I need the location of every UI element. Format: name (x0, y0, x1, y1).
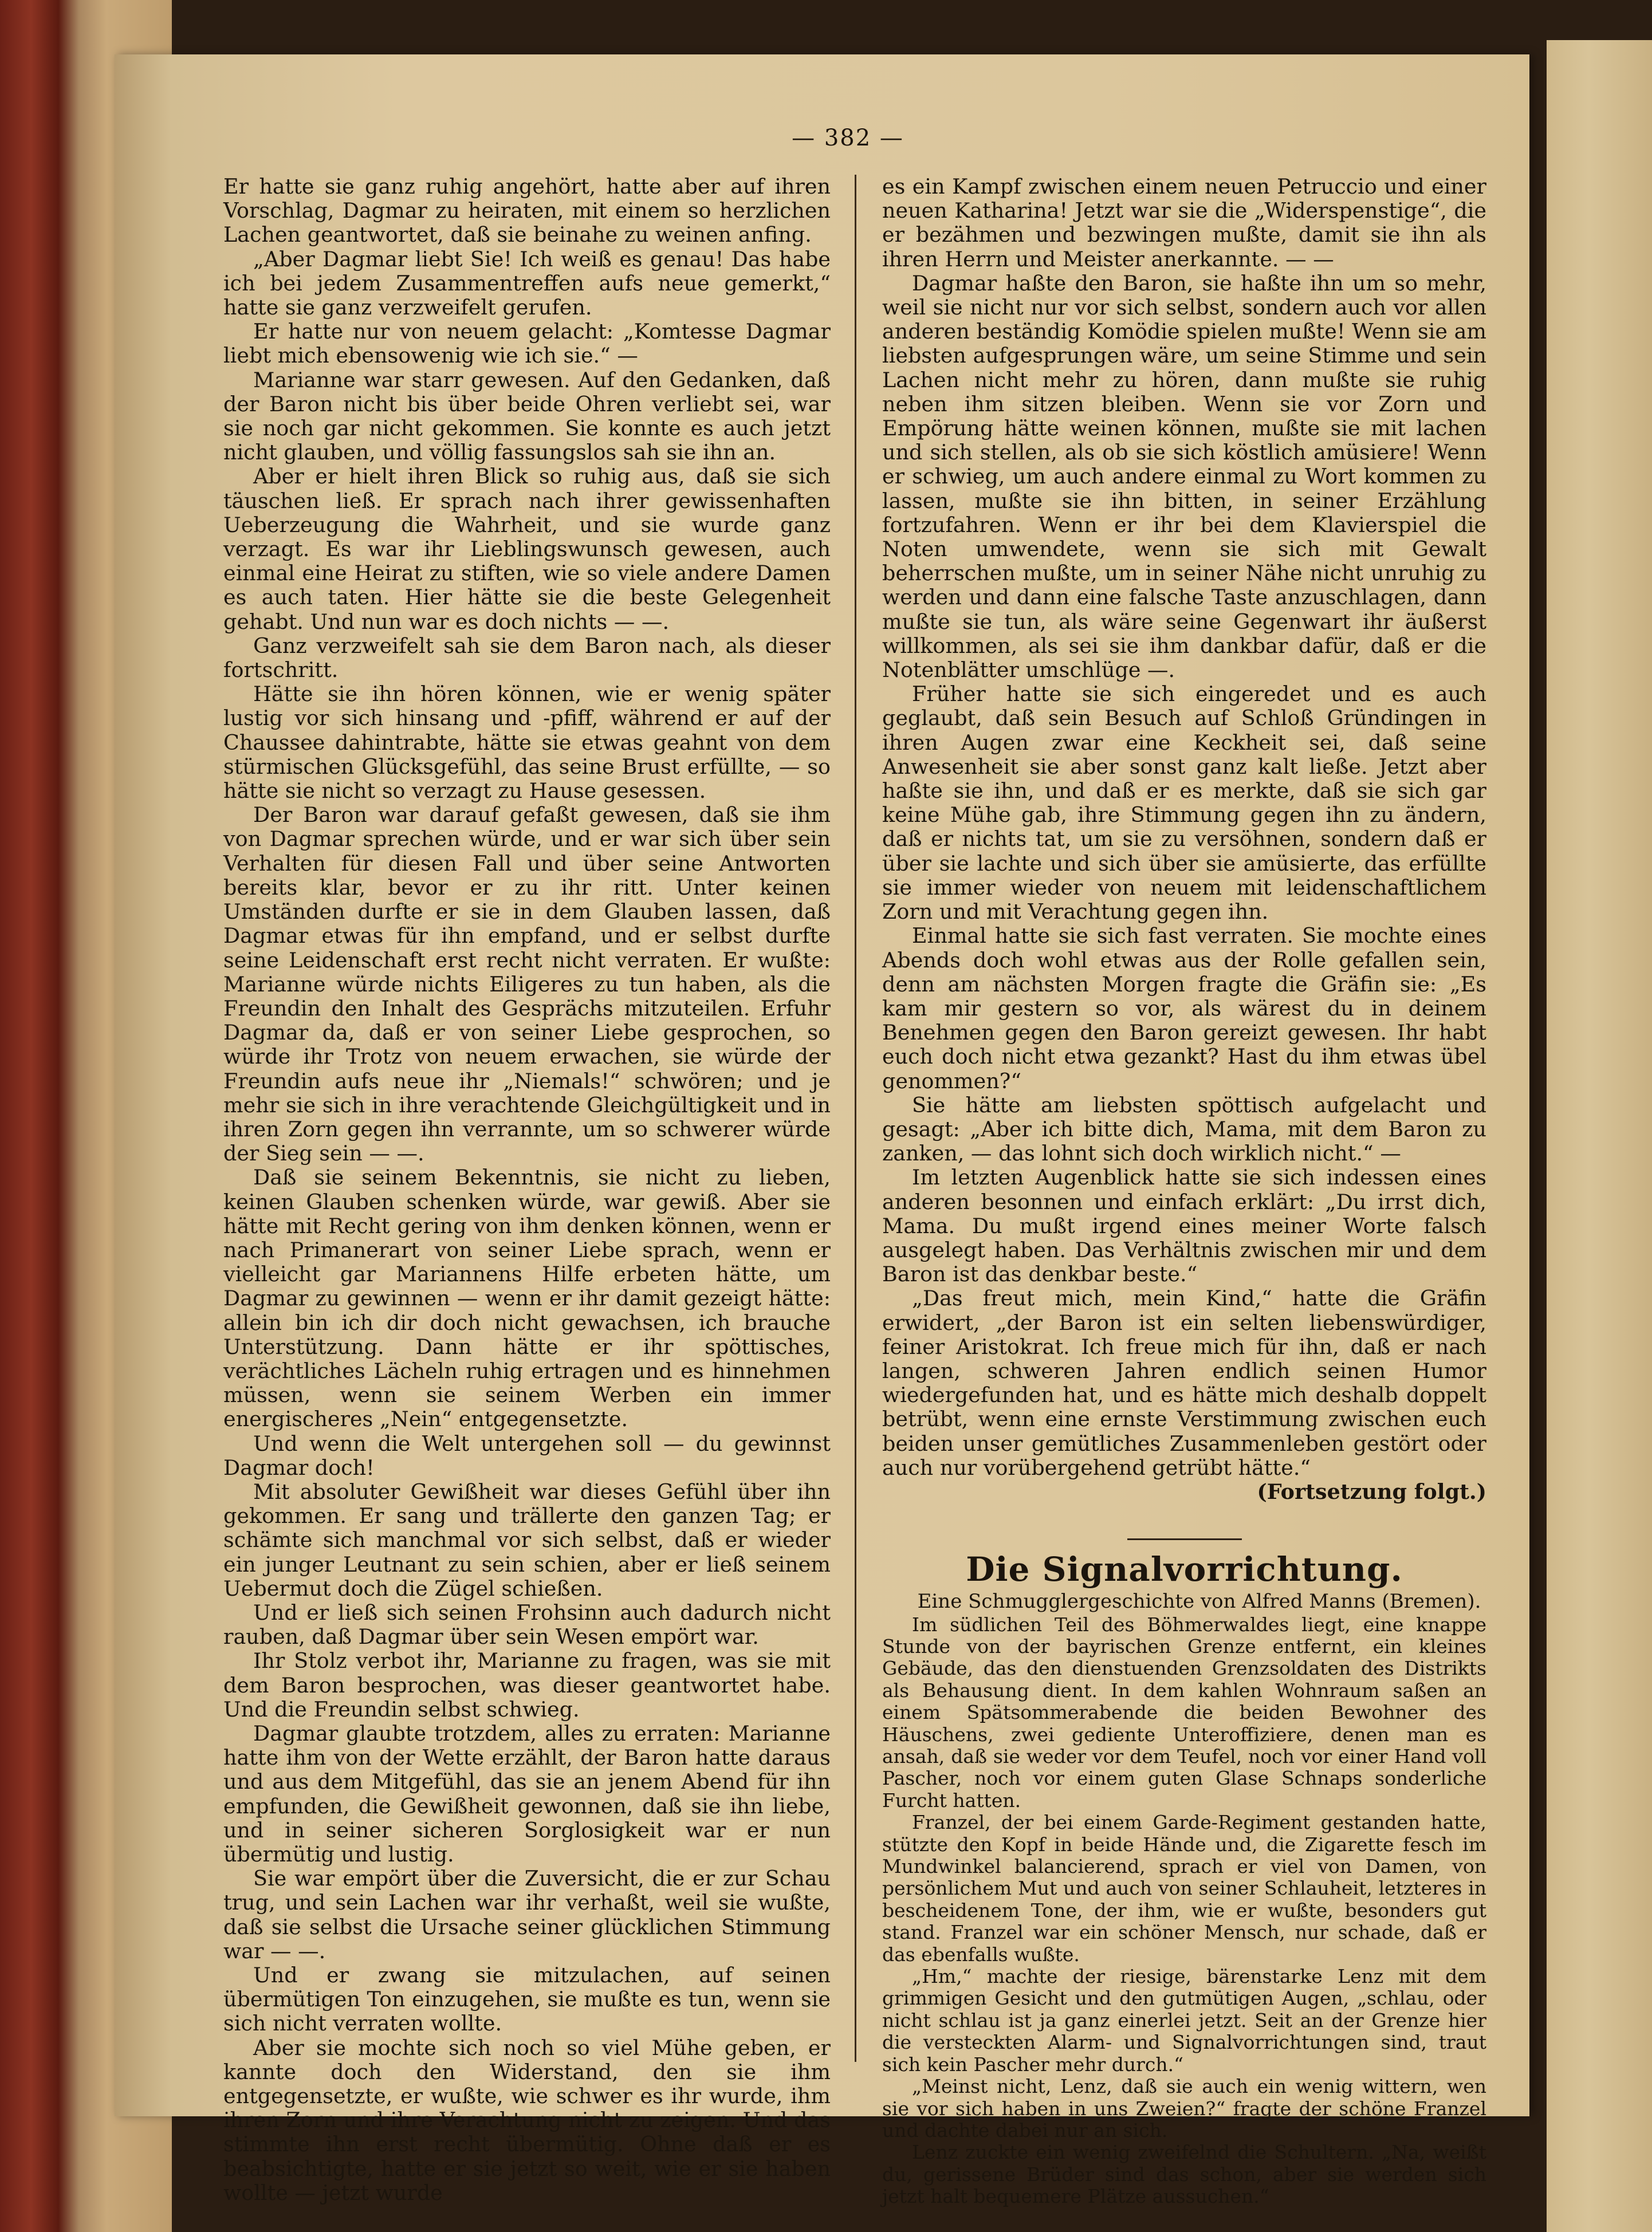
paragraph: Aber sie mochte sich noch so viel Mühe geben, er kannte doch den Widerstand, den sie ihm entgegensetzte, er wußte, wie schwer es ihr wurde, ihm ihren Zorn und ihre Verachtung nicht zu zeigen. Und das stimmte ihn erst recht übermütig. Ohne daß er es beabsichtigte, hatte er sie jetzt so weit, wie er sie haben wollte — jetzt wurde (223, 2035, 831, 2205)
paragraph: Sie hätte am liebsten spöttisch aufgelacht und gesagt: „Aber ich bitte dich, Mama, mit dem Baron zu zanken, — das lohnt sich doch wirklich nicht.“ — (882, 1092, 1486, 1166)
column-divider (855, 175, 856, 2062)
left-column (223, 174, 831, 2205)
paragraph: „Hm,“ machte der riesige, bärenstarke Lenz mit dem grimmigen Gesicht und den gutmütigen Augen, „schlau, oder nicht schlau ist ja ganz einerlei jetzt. Seit an der Grenze hier die versteckten Alarm- und Signalvorrichtungen sind, traut sich kein Pascher mehr durch.“ (882, 1965, 1486, 2076)
story-body (882, 1614, 1486, 2208)
paragraph: Im letzten Augenblick hatte sie sich indessen eines anderen besonnen und einfach erklärt: „Du irrst dich, Mama. Du mußt irgend eines meiner Worte falsch ausgelegt haben. Das Verhältnis zwischen mir und dem Baron ist das denkbar beste.“ (882, 1165, 1486, 1287)
section-divider (1127, 1538, 1242, 1540)
paragraph: Franzel, der bei einem Garde-Regiment gestanden hatte, stützte den Kopf in beide Hände und, die Zigarette fesch im Mundwinkel balancierend, sprach er viel von Damen, von persönlichem Mut und auch von seiner Schlauheit, letzteres in bescheidenem Tone, der ihm, wie er wußte, besonders gut stand. Franzel war ein schöner Mensch, nur schade, daß er das ebenfalls wußte. (882, 1811, 1486, 1966)
story-byline: Eine Schmugglergeschichte von Alfred Manns (Bremen). (917, 1590, 1481, 1613)
paragraph: Mit absoluter Gewißheit war dieses Gefühl über ihn gekommen. Er sang und trällerte den ganzen Tag; er schämte sich manchmal vor sich selbst, daß er wieder ein junger Leutnant zu sein schien, aber er ließ seinem Uebermut doch die Zügel schießen. (223, 1479, 831, 1601)
continued-label: (Fortsetzung folgt.) (1257, 1479, 1486, 1504)
paragraph: „Meinst nicht, Lenz, daß sie auch ein wenig wittern, wen sie vor sich haben in uns Zweien?“ fragte der schöne Franzel und dachte dabei nur an sich. (882, 2075, 1486, 2142)
facing-page-edge (1547, 40, 1652, 2232)
paragraph: Sie war empört über die Zuversicht, die er zur Schau trug, und sein Lachen war ihr verhaßt, weil sie wußte, daß sie selbst die Ursache seiner glücklichen Stimmung war — —. (223, 1866, 831, 1963)
paragraph: Lenz zuckte ein wenig zweifelnd die Schultern. „Na, weißt du, gerissene Brüder sind das schon, aber sie werden sich jetzt halt bequemere Plätze aussuchen.“ (882, 2141, 1486, 2208)
paragraph: Und wenn die Welt untergehen soll — du gewinnst Dagmar doch! (223, 1431, 831, 1480)
paragraph: Im südlichen Teil des Böhmerwaldes liegt, eine knappe Stunde von der bayrischen Grenze entfernt, ein kleines Gebäude, das den dienstuenden Grenzsoldaten des Distrikts als Behausung dient. In dem kahlen Wohnraum saßen an einem Spätsommerabende die beiden Bewohner des Häuschens, zwei gediente Unteroffiziere, denen man es ansah, daß sie weder vor dem Teufel, noch vor einer Hand voll Pascher, noch vor einem guten Glase Schnaps sonderliche Furcht hatten. (882, 1613, 1486, 1812)
paragraph: „Das freut mich, mein Kind,“ hatte die Gräfin erwidert, „der Baron ist ein selten liebenswürdiger, feiner Aristokrat. Ich freue mich für ihn, daß er nach langen, schweren Jahren endlich seinen Humor wiedergefunden hat, und es hätte mich deshalb doppelt betrübt, wenn eine ernste Verstimmung zwischen euch beiden unser gemütliches Zusammenleben gestört oder auch nur vorübergehend getrübt hätte.“ (882, 1286, 1486, 1480)
paragraph: Daß sie seinem Bekenntnis, sie nicht zu lieben, keinen Glauben schenken würde, war gewiß. Aber sie hätte mit Recht gering von ihm denken können, wenn er nach Primanerart von seiner Liebe sprach, wenn er vielleicht gar Mariannens Hilfe erbeten hätte, um Dagmar zu gewinnen — wenn er ihr damit gezeigt hätte: allein bin ich dir doch nicht gewachsen, ich brauche Unterstützung. Dann hätte er ihr spöttisches, verächtliches Lächeln ruhig ertragen und es hinnehmen müssen, wenn sie seinem Werben ein immer energischeres „Nein“ entgegensetzte. (223, 1165, 831, 1432)
paragraph: Er hatte nur von neuem gelacht: „Komtesse Dagmar liebt mich ebensowenig wie ich sie.“ — (223, 319, 831, 368)
paragraph: Dagmar haßte den Baron, sie haßte ihn um so mehr, weil sie nicht nur vor sich selbst, sondern auch vor allen anderen beständig Komödie spielen mußte! Wenn sie am liebsten aufgesprungen wäre, um seine Stimme und sein Lachen nicht mehr zu hören, dann mußte sie ruhig neben ihm sitzen bleiben. Wenn sie vor Zorn und Empörung hätte weinen können, mußte sie mit lachen und sich stellen, als ob sie sich köstlich amüsiere! Wenn er schwieg, um auch andere einmal zu Wort kommen zu lassen, mußte sie ihn bitten, in seiner Erzählung fortzufahren. Wenn er ihr bei dem Klavierspiel die Noten umwendete, wenn sie sich mit Gewalt beherrschen mußte, um in seiner Nähe nicht unruhig zu werden und dann eine falsche Taste anzuschlagen, dann mußte sie tun, als wäre seine Gegenwart ihr äußerst willkommen, als sei sie ihm dankbar dafür, daß er die Notenblätter umschlüge —. (882, 270, 1486, 683)
paragraph: Ihr Stolz verbot ihr, Marianne zu fragen, was sie mit dem Baron besprochen, was dieser geantwortet habe. Und die Freundin selbst schwieg. (223, 1648, 831, 1722)
paragraph: Dagmar glaubte trotzdem, alles zu erraten: Marianne hatte ihm von der Wette erzählt, der Baron hatte daraus und aus dem Mitgefühl, das sie an jenem Abend für ihn empfunden, die Gewißheit gewonnen, daß sie ihn liebe, und in seiner sicheren Sorglosigkeit war er nun übermütig und lustig. (223, 1721, 831, 1867)
page-number: — 382 — (792, 125, 904, 151)
right-column (882, 174, 1486, 2208)
paragraph: Hätte sie ihn hören können, wie er wenig später lustig vor sich hinsang und -pfiff, während er auf der Chaussee dahintrabte, hätte sie etwas geahnt von dem stürmischen Glücksgefühl, das seine Brust erfüllte, — so hätte sie nicht so verzagt zu Hause gesessen. (223, 682, 831, 804)
paragraph: Aber er hielt ihren Blick so ruhig aus, daß sie sich täuschen ließ. Er sprach nach ihrer gewissenhaften Ueberzeugung die Wahrheit, und sie wurde ganz verzagt. Es war ihr Lieblingswunsch gewesen, auch einmal eine Heirat zu stiften, wie so viele andere Damen es auch taten. Hier hätte sie die beste Gelegenheit gehabt. Und nun war es doch nichts — —. (223, 464, 831, 634)
paragraph: Einmal hatte sie sich fast verraten. Sie mochte eines Abends doch wohl etwas aus der Rolle gefallen sein, denn am nächsten Morgen fragte die Gräfin sie: „Es kam mir gestern so vor, als wärest du in deinem Benehmen gegen den Baron gereizt gewesen. Ihr habt euch doch nicht etwa gezankt? Hast du ihm etwas übel genommen?“ (882, 923, 1486, 1093)
paragraph: Und er zwang sie mitzulachen, auf seinen übermütigen Ton einzugehen, sie mußte es tun, wenn sie sich nicht verraten wollte. (223, 1963, 831, 2036)
paragraph: Ganz verzweifelt sah sie dem Baron nach, als dieser fortschritt. (223, 633, 831, 683)
paragraph: Und er ließ sich seinen Frohsinn auch dadurch nicht rauben, daß Dagmar über sein Wesen empört war. (223, 1600, 831, 1650)
paragraph: „Aber Dagmar liebt Sie! Ich weiß es genau! Das habe ich bei jedem Zusammentreffen aufs neue gemerkt,“ hatte sie ganz verzweifelt gerufen. (223, 246, 831, 320)
story-title: Die Signalvorrichtung. (966, 1550, 1403, 1589)
paragraph: es ein Kampf zwischen einem neuen Petruccio und einer neuen Katharina! Jetzt war sie die „Widerspenstige“, die er bezähmen und bezwingen mußte, damit sie ihn als ihren Herrn und Meister anerkannte. — — (882, 174, 1486, 271)
paragraph: Früher hatte sie sich eingeredet und es auch geglaubt, daß sein Besuch auf Schloß Gründingen in ihren Augen zwar eine Keckheit sei, daß seine Anwesenheit sie aber sonst ganz kalt ließe. Jetzt aber haßte sie ihn, und daß er es merkte, daß sie sich gar keine Mühe gab, ihre Stimmung gegen ihn zu ändern, daß er nichts tat, um sie zu versöhnen, sondern daß er über sie lachte und sich über sie amüsierte, das erfüllte sie immer wieder von neuem mit leidenschaftlichem Zorn und mit Verachtung gegen ihn. (882, 682, 1486, 924)
paragraph: Er hatte sie ganz ruhig angehört, hatte aber auf ihren Vorschlag, Dagmar zu heiraten, mit einem so herzlichen Lachen geantwortet, daß sie beinahe zu weinen anfing. (223, 174, 831, 247)
paragraph: Der Baron war darauf gefaßt gewesen, daß sie ihm von Dagmar sprechen würde, und er war sich über sein Verhalten für diesen Fall und über seine Antworten bereits klar, bevor er zu ihr ritt. Unter keinen Umständen durfte er sie in dem Glauben lassen, daß Dagmar etwas für ihn empfand, und er selbst durfte seine Leidenschaft erst recht nicht verraten. Er wußte: Marianne würde nichts Eiligeres zu tun haben, als die Freundin den Inhalt des Gesprächs mitzuteilen. Erfuhr Dagmar da, daß er von seiner Liebe gesprochen, so würde ihr Trotz von neuem erwachen, sie würde der Freundin aufs neue ihr „Niemals!“ schwören; und je mehr sie sich in ihre verachtende Gleichgültigkeit und in ihren Zorn gegen ihn verrannte, um so schwerer würde der Sieg sein — —. (223, 802, 831, 1166)
paragraph: Marianne war starr gewesen. Auf den Gedanken, daß der Baron nicht bis über beide Ohren verliebt sei, war sie noch gar nicht gekommen. Sie konnte es auch jetzt nicht glauben, und völlig fassungslos sah sie ihn an. (223, 367, 831, 465)
